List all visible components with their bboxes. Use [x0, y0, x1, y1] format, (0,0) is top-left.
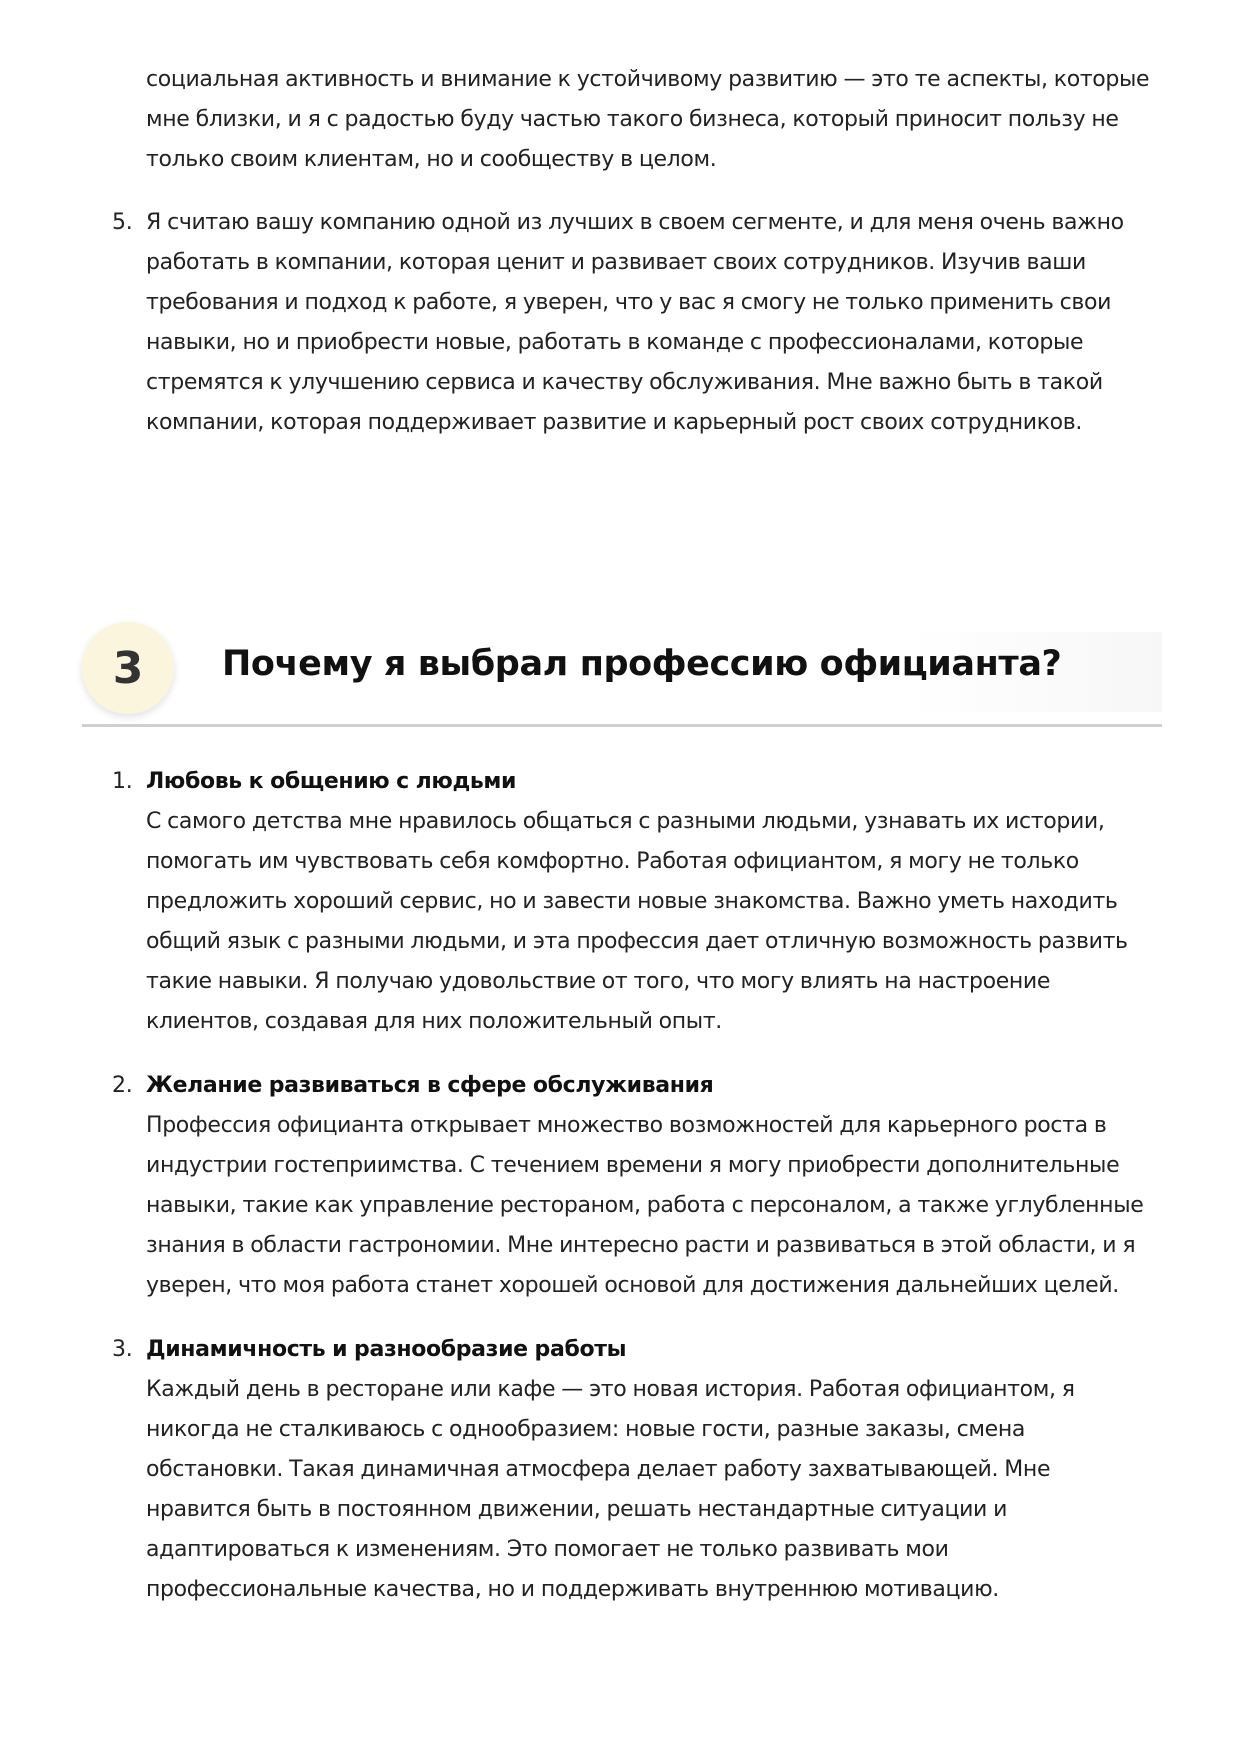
- section-item-1-title: Любовь к общению с людьми: [146, 769, 517, 794]
- section-item-3: [146, 1330, 1156, 1610]
- list-item-5-number: 5.: [112, 210, 133, 235]
- section-item-3-text: Каждый день в ресторане или кафе — это новая история. Работая официантом, я никогда не сталкиваюсь с однообразием: новые гости, разные заказы, смена обстановки. Такая динамичная атмосфера делает работу захватывающей. Мне нравится быть в постоянном движении, решать нестандартные ситуации и адаптироваться к изменениям. Это помогает не только развивать мои профессиональные качества, но и поддерживать внутреннюю мотивацию.: [146, 1377, 1075, 1602]
- section-item-1-text: С самого детства мне нравилось общаться с разными людьми, узнавать их истории, помогать им чувствовать себя комфортно. Работая официантом, я могу не только предложить хороший сервис, но и завести новые знакомства. Важно уметь находить общий язык с разными людьми, и эта профессия дает отличную возможность развить такие навыки. Я получаю удовольствие от того, что могу влиять на настроение клиентов, создавая для них положительный опыт.: [146, 809, 1128, 1034]
- section-divider: [82, 724, 1162, 727]
- section-item-2: [146, 1066, 1156, 1306]
- section-item-2-title: Желание развиваться в сфере обслуживания: [146, 1073, 714, 1098]
- intro-continuation-paragraph: социальная активность и внимание к устойчивому развитию — это те аспекты, которые мне близки, и я с радостью буду частью такого бизнеса, который приносит пользу не только своим клиентам, но и сообществу в целом.: [146, 67, 1150, 172]
- section-item-2-number: 2.: [112, 1073, 133, 1098]
- section-title: Почему я выбрал профессию официанта?: [222, 644, 1062, 684]
- section-item-3-title: Динамичность и разнообразие работы: [146, 1337, 627, 1362]
- section-item-1: [146, 762, 1156, 1042]
- section-item-3-number: 3.: [112, 1337, 133, 1362]
- section-number-badge: 3: [82, 622, 174, 714]
- list-item-5-text: Я считаю вашу компанию одной из лучших в своем сегменте, и для меня очень важно работать в компании, которая ценит и развивает своих сотрудников. Изучив ваши требования и подход к работе, я уверен, что у вас я смогу не только применить свои навыки, но и приобрести новые, работать в команде с профессионалами, которые стремятся к улучшению сервиса и качеству обслуживания. Мне важно быть в такой компании, которая поддерживает развитие и карьерный рост своих сотрудников.: [146, 210, 1124, 435]
- section-header: [82, 616, 1162, 726]
- section-item-2-text: Профессия официанта открывает множество возможностей для карьерного роста в индустрии гостеприимства. С течением времени я могу приобрести дополнительные навыки, такие как управление рестораном, работа с персоналом, а также углубленные знания в области гастрономии. Мне интересно расти и развиваться в этой области, и я уверен, что моя работа станет хорошей основой для достижения дальнейших целей.: [146, 1113, 1144, 1298]
- section-item-1-number: 1.: [112, 769, 133, 794]
